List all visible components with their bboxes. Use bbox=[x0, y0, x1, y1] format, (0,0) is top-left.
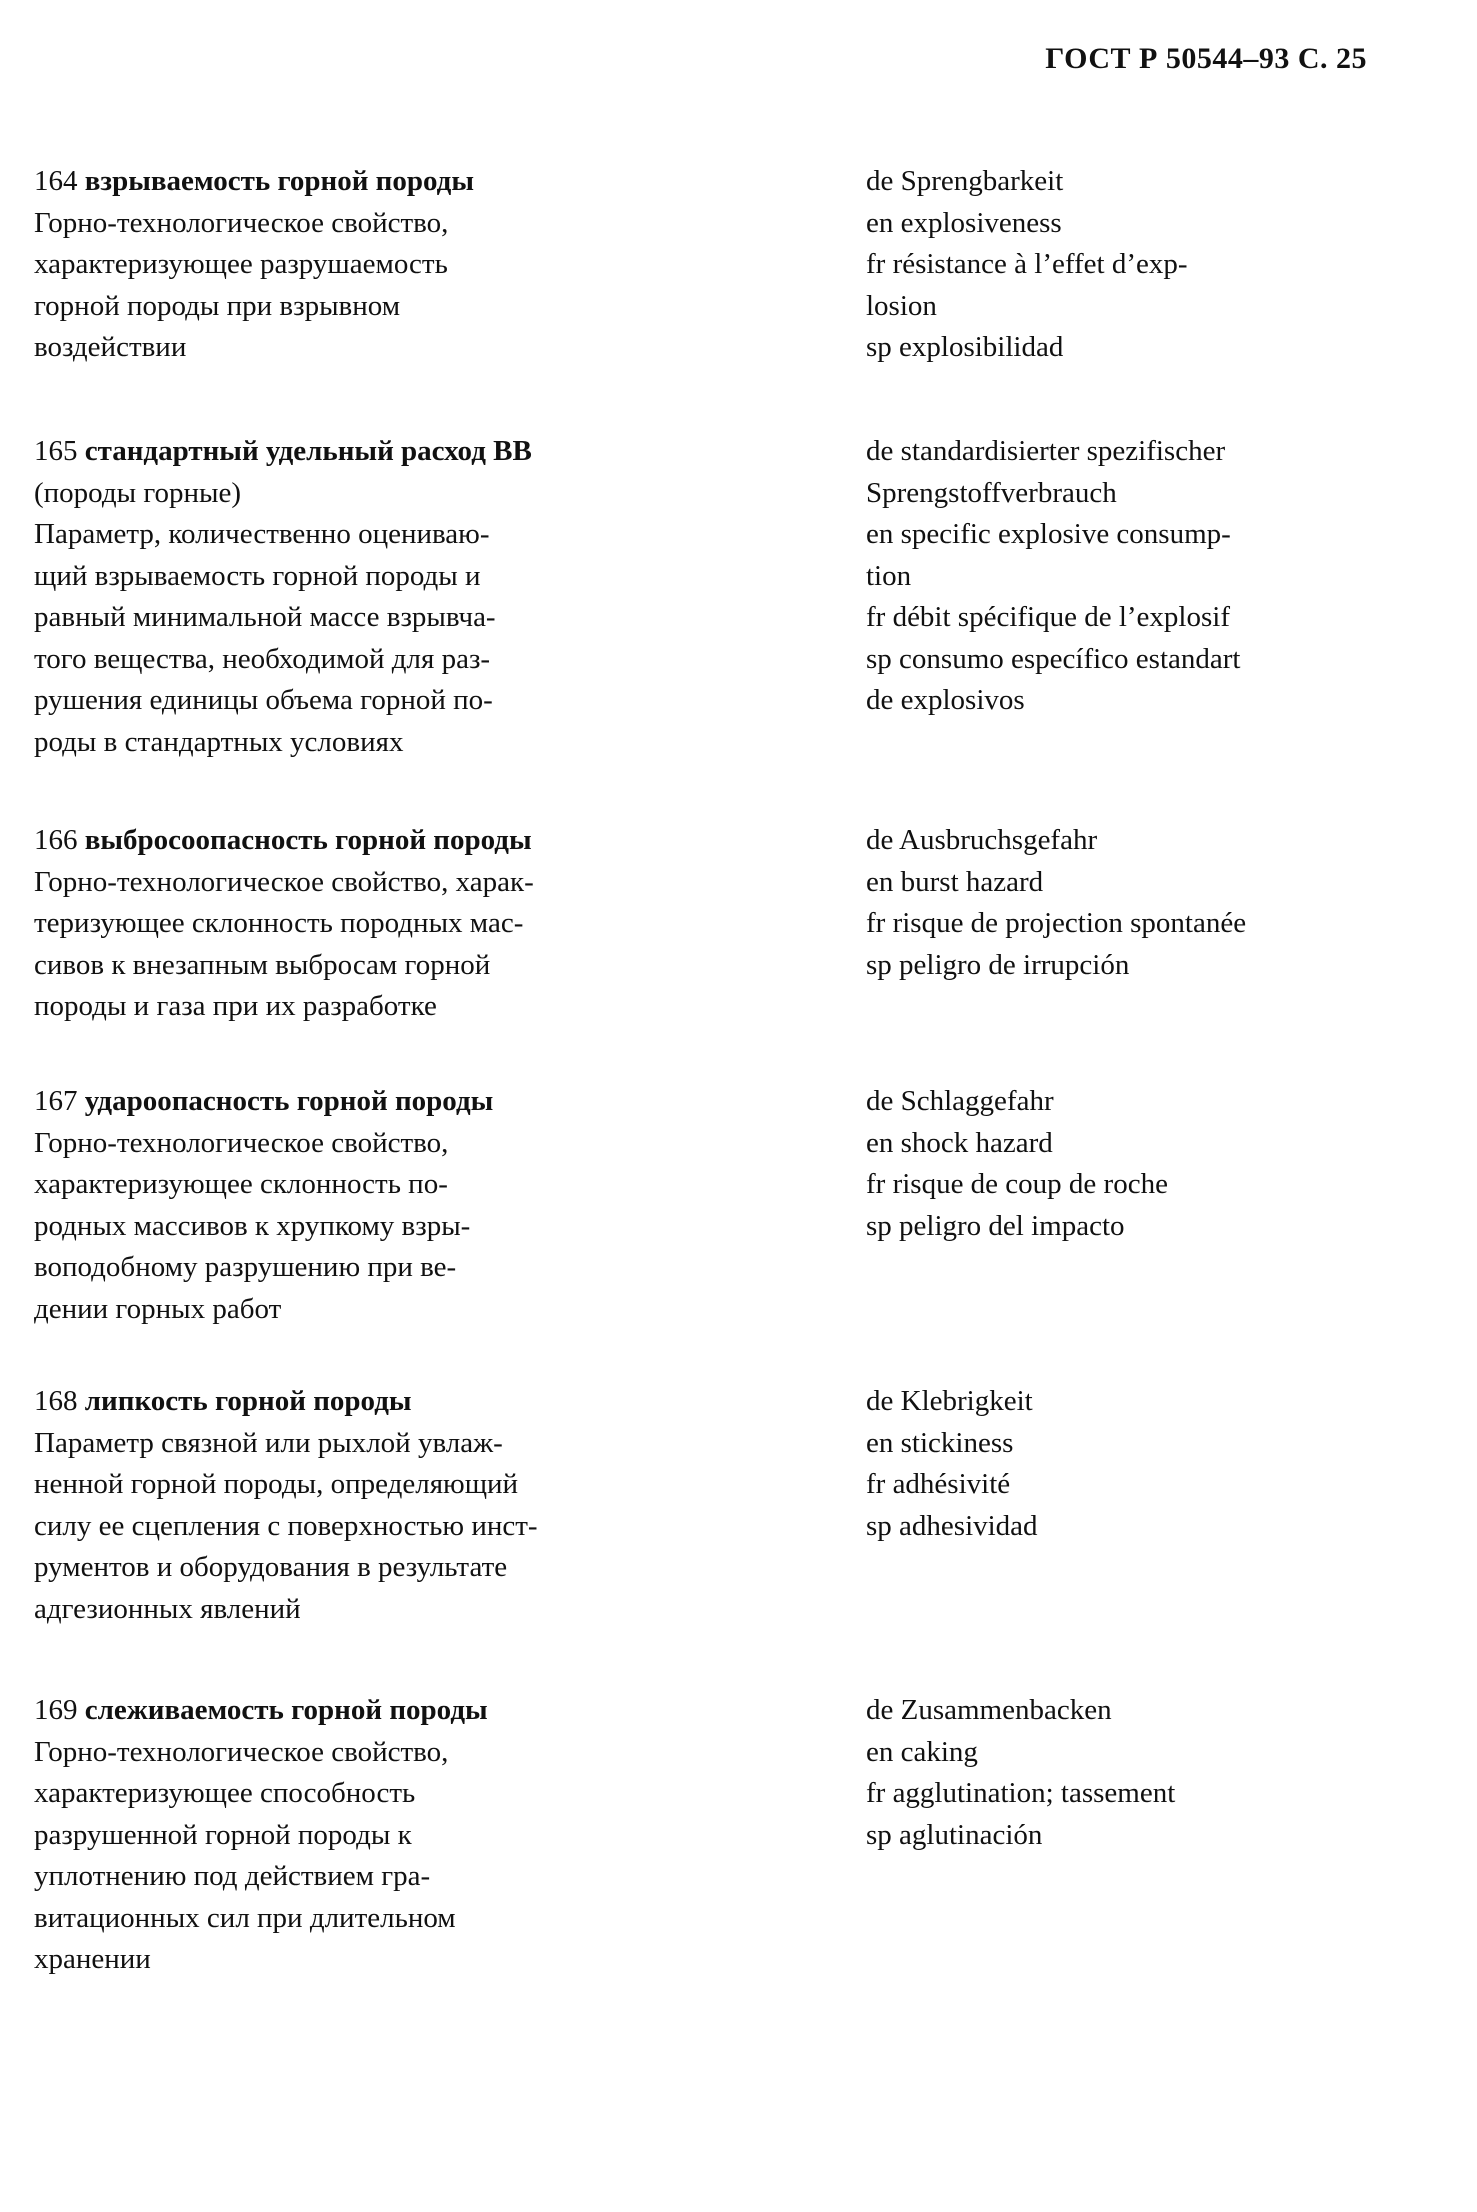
definition-line: сивов к внезапным выбросам горной bbox=[34, 948, 491, 981]
equivalent-de-continued: Sprengstoffverbrauch bbox=[866, 476, 1117, 509]
term-definition-block bbox=[34, 161, 694, 369]
equivalent-en: en stickiness bbox=[866, 1426, 1014, 1459]
definition-line: роды в стандартных условиях bbox=[34, 725, 404, 758]
equivalent-de: de Ausbruchsgefahr bbox=[866, 824, 1098, 856]
definition-line: витационных сил при длительном bbox=[34, 1901, 456, 1934]
definition-line: адгезионных явлений bbox=[34, 1592, 301, 1625]
definition-line: Параметр связной или рыхлой увлаж- bbox=[34, 1426, 503, 1459]
definition-line: рументов и оборудования в результате bbox=[34, 1551, 508, 1583]
page-header: ГОСТ Р 50544–93 С. 25 bbox=[1045, 42, 1367, 75]
definition-line: породы и газа при их разработке bbox=[34, 990, 437, 1022]
equivalent-en: en explosiveness bbox=[866, 206, 1062, 239]
term-name: стандартный удельный расход ВВ bbox=[84, 435, 532, 467]
equivalent-sp: sp aglutinación bbox=[866, 1818, 1043, 1851]
term-name: выбросоопасность горной породы bbox=[84, 824, 532, 856]
equivalent-fr: fr adhésivité bbox=[866, 1468, 1011, 1500]
definition-line: характеризующее склонность по- bbox=[34, 1168, 448, 1200]
term-number: 164 bbox=[34, 165, 78, 197]
term-number: 165 bbox=[34, 435, 78, 467]
equivalent-sp: sp peligro de irrupción bbox=[866, 948, 1130, 981]
term-name: слеживаемость горной породы bbox=[84, 1694, 488, 1726]
definition-line: ненной горной породы, определяющий bbox=[34, 1468, 519, 1500]
term-heading bbox=[34, 1690, 694, 1732]
definition-line: характеризующее способность bbox=[34, 1777, 416, 1809]
equivalent-fr: fr débit spécifique de l’explosif bbox=[866, 601, 1230, 633]
definition-line: Горно-технологическое свойство, харак- bbox=[34, 865, 534, 898]
equivalent-fr-continued: losion bbox=[866, 289, 937, 322]
term-definition-block bbox=[34, 1381, 694, 1630]
equivalent-de: de Schlaggefahr bbox=[866, 1085, 1054, 1117]
equivalent-sp: sp adhesividad bbox=[866, 1509, 1038, 1542]
equivalent-fr: fr risque de coup de roche bbox=[866, 1168, 1168, 1200]
equivalent-en: en specific explosive consump- bbox=[866, 518, 1231, 550]
foreign-equivalents bbox=[866, 431, 1374, 722]
definition-line: Горно-технологическое свойство, bbox=[34, 1735, 449, 1768]
term-heading bbox=[34, 1081, 694, 1123]
equivalent-en: en shock hazard bbox=[866, 1126, 1053, 1159]
term-name: удароопасность горной породы bbox=[84, 1085, 494, 1117]
equivalent-fr-text: fr résistance à l’effet d’exp- bbox=[866, 248, 1188, 280]
definition-line: родных массивов к хрупкому взры- bbox=[34, 1209, 471, 1242]
term-heading bbox=[34, 820, 694, 862]
term-number: 167 bbox=[34, 1085, 78, 1117]
equivalent-en-continued: tion bbox=[866, 559, 912, 592]
equivalent-de: de Zusammenbacken bbox=[866, 1694, 1112, 1726]
foreign-equivalents bbox=[866, 1381, 1374, 1547]
term-name: липкость горной породы bbox=[84, 1385, 412, 1417]
term-heading bbox=[34, 431, 694, 473]
term-name: взрываемость горной породы bbox=[84, 165, 474, 197]
equivalent-sp: sp explosibilidad bbox=[866, 331, 1064, 363]
definition-line: Горно-технологическое свойство, bbox=[34, 1126, 449, 1159]
definition-line: рушения единицы объема горной по- bbox=[34, 684, 493, 716]
equivalent-fr bbox=[866, 244, 1374, 286]
foreign-equivalents bbox=[866, 161, 1374, 369]
term-definition-block bbox=[34, 431, 694, 763]
definition-line: разрушенной горной породы к bbox=[34, 1818, 412, 1851]
foreign-equivalents bbox=[866, 1690, 1374, 1856]
foreign-equivalents bbox=[866, 820, 1374, 986]
definition-line: воподобному разрушению при ве- bbox=[34, 1251, 457, 1283]
term-definition-block bbox=[34, 1081, 694, 1330]
equivalent-sp: sp consumo específico estandart bbox=[866, 642, 1241, 675]
equivalent-de: de Sprengbarkeit bbox=[866, 165, 1064, 197]
term-number: 168 bbox=[34, 1385, 78, 1417]
term-definition-block bbox=[34, 1690, 694, 1981]
term-heading bbox=[34, 161, 694, 203]
definition-line: характеризующее разрушаемость bbox=[34, 248, 448, 280]
definition-line: дении горных работ bbox=[34, 1292, 282, 1325]
definition-line: Горно-технологическое свойство, bbox=[34, 206, 449, 239]
term-qualifier: (породы горные) bbox=[34, 476, 242, 509]
term-number: 166 bbox=[34, 824, 78, 856]
term-heading bbox=[34, 1381, 694, 1423]
definition-line: силу ее сцепления с поверхностью инст- bbox=[34, 1509, 538, 1542]
equivalent-sp: sp peligro del impacto bbox=[866, 1209, 1125, 1242]
equivalent-en: en caking bbox=[866, 1735, 978, 1768]
definition-line: уплотнению под действием гра- bbox=[34, 1860, 431, 1892]
definition-line: щий взрываемость горной породы и bbox=[34, 559, 481, 592]
equivalent-fr: fr risque de projection spontanée bbox=[866, 907, 1247, 939]
equivalent-sp-continued: de explosivos bbox=[866, 684, 1025, 716]
term-definition-block bbox=[34, 820, 694, 1028]
definition-line: горной породы при взрывном bbox=[34, 289, 401, 322]
definition-line: Параметр, количественно оцениваю- bbox=[34, 518, 490, 550]
definition-line: воздействии bbox=[34, 331, 187, 363]
term-number: 169 bbox=[34, 1694, 78, 1726]
equivalent-fr: fr agglutination; tassement bbox=[866, 1777, 1176, 1809]
equivalent-en: en burst hazard bbox=[866, 865, 1044, 898]
definition-line: равный минимальной массе взрывча- bbox=[34, 601, 496, 633]
definition-line: теризующее склонность породных мас- bbox=[34, 907, 524, 939]
definition-line: хранении bbox=[34, 1943, 151, 1975]
equivalent-de: de standardisierter spezifischer bbox=[866, 435, 1226, 467]
foreign-equivalents bbox=[866, 1081, 1374, 1247]
definition-line: того вещества, необходимой для раз- bbox=[34, 642, 491, 675]
equivalent-de: de Klebrigkeit bbox=[866, 1385, 1033, 1417]
